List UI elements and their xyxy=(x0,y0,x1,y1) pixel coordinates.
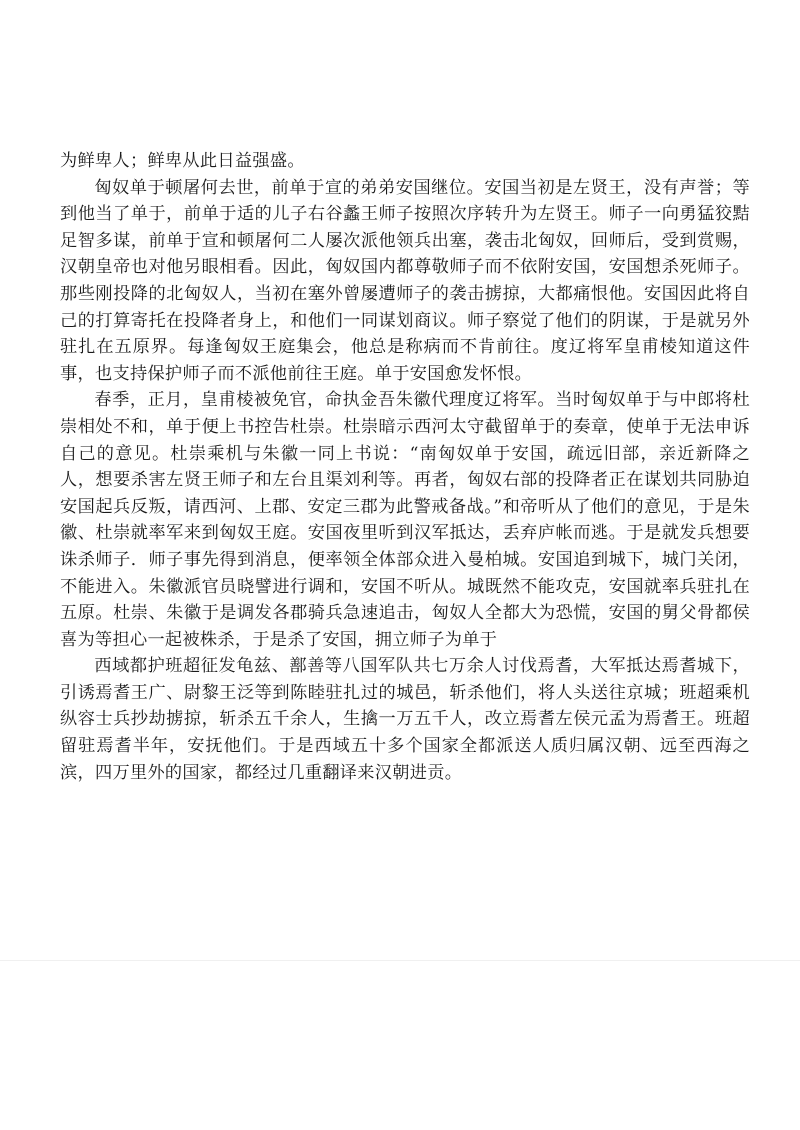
body-text xyxy=(60,148,750,786)
paragraph: 春季，正月，皇甫棱被免官，命执金吾朱徽代理度辽将军。当时匈奴单于与中郎将杜崇相处不和，单于便上书控告杜崇。杜崇暗示西河太守截留单于的奏章，使单于无法申诉自己的意见。杜崇乘机与朱徽一同上书说：“南匈奴单于安国，疏远旧部，亲近新降之人，想要杀害左贤王师子和左台且渠刘利等。再者，匈奴右部的投降者正在谋划共同胁迫安国起兵反叛，请西河、上郡、安定三郡为此警戒备战。”和帝听从了他们的意见，于是朱徽、杜崇就率军来到匈奴王庭。安国夜里听到汉军抵达，丢弃庐帐而逃。于是就发兵想要诛杀师子．师子事先得到消息，便率领全体部众进入曼柏城。安国追到城下，城门关闭，不能进入。朱徽派官员晓譬进行调和，安国不听从。城既然不能攻克，安国就率兵驻扎在五原。杜崇、朱徽于是调发各郡骑兵急速追击，匈奴人全都大为恐慌，安国的舅父骨都侯喜为等担心一起被株杀，于是杀了安国，拥立师子为单于 xyxy=(60,390,750,650)
paragraph: 匈奴单于顿屠何去世，前单于宣的弟弟安国继位。安国当初是左贤王，没有声誉；等到他当了单于，前单于适的儿子右谷蠡王师子按照次序转升为左贤王。师子一向勇猛狡黠足智多谋，前单于宣和顿屠何二人屡次派他领兵出塞，袭击北匈奴，回师后，受到赏赐，汉朝皇帝也对他另眼相看。因此，匈奴国内都尊敬师子而不依附安国，安国想杀死师子。那些刚投降的北匈奴人，当初在塞外曾屡遭师子的袭击掳掠，大都痛恨他。安国因此将自己的打算寄托在投降者身上，和他们一同谋划商议。师子察觉了他们的阴谋，于是就另外驻扎在五原界。每逢匈奴王庭集会，他总是称病而不肯前往。度辽将军皇甫棱知道这件事，也支持保护师子而不派他前往王庭。单于安国愈发怀恨。 xyxy=(60,177,750,384)
page-divider xyxy=(0,960,800,961)
paragraph: 西域都护班超征发龟兹、鄯善等八国军队共七万余人讨伐焉耆，大军抵达焉耆城下，引诱焉耆王广、尉黎王泛等到陈睦驻扎过的城邑，斩杀他们，将人头送往京城；班超乘机纵容士兵抄劫掳掠，斩杀五千余人，生擒一万五千人，改立焉耆左侯元孟为焉耆王。班超留驻焉耆半年，安抚他们。于是西域五十多个国家全都派送人质归属汉朝、远至西海之滨，四万里外的国家，都经过几重翻译来汉朝进贡。 xyxy=(60,656,750,783)
paragraph: 为鲜卑人；鲜卑从此日益强盛。 xyxy=(60,151,305,171)
